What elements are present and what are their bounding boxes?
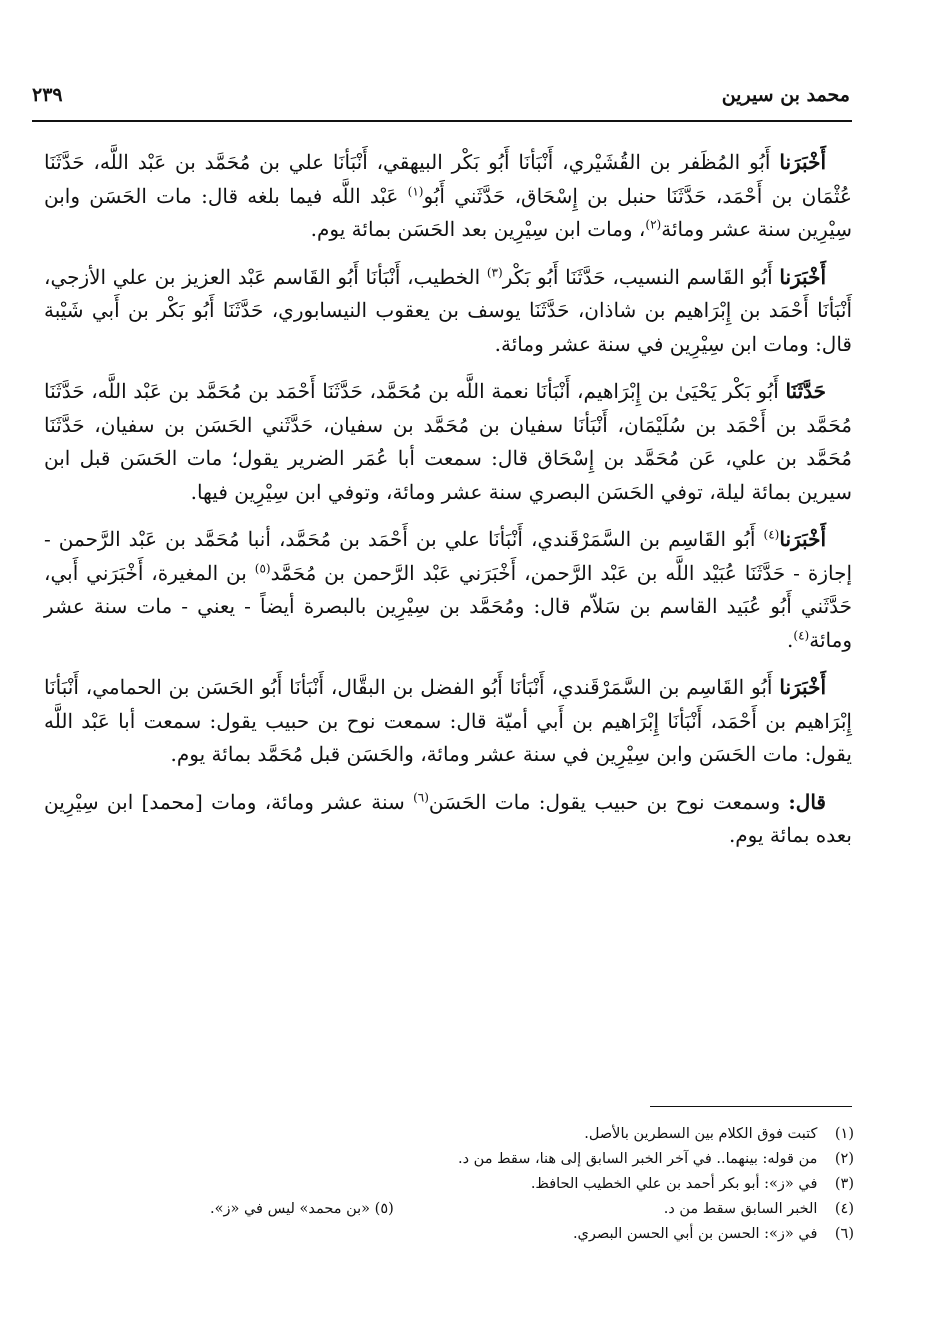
paragraph-text: أَبُو القَاسِم بن السَّمَرْقَندي، أَنْبَأنَا أَبُو الفضل بن البقَّال، أَنْبَأنَا أَبُو الحَسَن بن الحمامي، أَنْبَأنَا إِبْرَاهيم بن أَحْمَد، أَنْبَأنَا إِبْرَاهيم بن أَبي أميّة قال: سمعت نوح بن حبيب يقول: سمعت أبا عَبْد اللَّه يقول: مات الحَسَن وابن سِيْرِين في سنة عشر ومائة، والحَسَن قبل مُحَمَّد بمائة يوم. <box>44 675 852 766</box>
footnote-text: في «ز»: أبو بكر أحمد بن علي الخطيب الحافظ. <box>530 1176 818 1192</box>
note-ref: (١) <box>407 183 424 198</box>
paragraph-text: أَبُو المُظَفر بن القُشَيْري، أَنْبَأنَا أَبُو بَكْر البيهقي، أَنْبَأنَا علي بن مُحَمَّد بن عَبْد اللَّه، حَدَّثَنَا عُثْمَان بن أَحْمَد، حَدَّثَنَا حنبل بن إِسْحَاق، حَدَّثَني أَبُو <box>44 150 852 208</box>
paragraph-text: سنة عشر ومائة، ومات [محمد] ابن سِيْرِين بعده بمائة يوم. <box>44 789 852 847</box>
footnote-1 <box>90 1122 854 1147</box>
paragraph-text: الخطيب، أَنْبَأنَا أَبُو القَاسم عَبْد العزيز بن علي الأزجي، أَنْبَأنَا أَحْمَد بن إِبْرَاهيم بن شاذان، حَدَّثَنَا يوسف بن يعقوب النيسابوري، حَدَّثَنَا أَبُو بَكْر بن أَبي شَيْبة قال: ومات ابن سِيْرِين في سنة عشر ومائة. <box>44 264 852 356</box>
paragraph-lead: أَخْبَرَنا <box>779 675 826 699</box>
footnote-number: (٢) <box>834 1151 854 1167</box>
note-ref: (٢) <box>645 217 662 232</box>
footnote-number: (١) <box>834 1126 854 1142</box>
paragraph-lead: أَخْبَرَنا <box>779 264 826 289</box>
paragraph-text: عَبْد اللَّه فيما بلغه قال: مات الحَسَن وابن سِيْرِين سنة عشر ومائة <box>44 183 852 241</box>
note-ref: (٤) <box>763 527 780 542</box>
footnote-text: كتبت فوق الكلام بين السطرين بالأصل. <box>584 1126 818 1142</box>
paragraph-5 <box>44 671 852 772</box>
footnote-number: (٣) <box>834 1176 854 1192</box>
paragraph-text: ، ومات ابن سِيْرِين بعد الحَسَن بمائة يوم. <box>310 217 646 241</box>
footnote-number: (٦) <box>834 1226 854 1242</box>
footnote-number: (٥) <box>374 1201 394 1217</box>
page-header <box>32 84 850 114</box>
footnote-text: في «ز»: الحسن بن أبي الحسن البصري. <box>572 1226 818 1242</box>
paragraph-lead: أَخْبَرَنا <box>779 150 826 174</box>
footnote-5 <box>210 1197 394 1222</box>
paragraph-text: أَبُو بَكْر يَحْيَىٰ بن إِبْرَاهيم، أَنْبَأنَا نعمة اللَّه بن مُحَمَّد، حَدَّثَنَا أَحْمَد بن مُحَمَّد بن عَبْد اللَّه، حَدَّثَنَا مُحَمَّد بن أَحْمَد بن سُلَيْمَان، أَنْبَأنَا سفيان بن مُحَمَّد بن سفيان، حَدَّثَني الحَسَن بن سفيان، حَدَّثَنَا مُحَمَّد بن علي، عَن مُحَمَّد بن إِسْحَاق قال: سمعت أبا عُمَر الضرير يقول؛ مات الحَسَن قبل ابن سيرين بمائة ليلة، توفي الحَسَن البصري سنة عشر ومائة، وتوفي ابن سِيْرِين فيها. <box>44 379 852 504</box>
paragraph-4 <box>44 523 852 657</box>
paragraph-text: أَبُو القَاسم النسيب، حَدَّثَنَا أَبُو بَكْر <box>502 264 780 289</box>
paragraph-1 <box>44 146 852 247</box>
footnote-separator <box>650 1106 852 1107</box>
page-number: ٢٣٩ <box>32 84 63 106</box>
paragraph-3 <box>44 375 852 509</box>
footnote-3 <box>90 1172 854 1197</box>
running-title: محمد بن سيرين <box>721 84 850 106</box>
paragraph-text: . <box>787 627 794 652</box>
footnote-6 <box>90 1222 854 1247</box>
paragraph-text: وسمعت نوح بن حبيب يقول: مات الحَسَن <box>428 789 789 814</box>
main-text <box>44 146 852 867</box>
note-ref: (٣) <box>486 264 503 279</box>
note-ref: (٤) <box>793 627 810 642</box>
paragraph-2 <box>44 261 852 362</box>
paragraph-text: أَبُو القَاسِم بن السَّمَرْقَندي، أَنْبَأنَا علي بن أَحْمَد بن مُحَمَّد، أنبا مُحَمَّد بن عَبْد الرَّحمن - إجازة - حَدَّثَنَا عُبَيْد اللَّه بن عَبْد الرَّحمن، أَخْبَرَني عَبْد الرَّحمن بن مُحَمَّد <box>44 527 852 585</box>
header-rule <box>32 120 852 122</box>
paragraph-lead: حَدَّثَنَا <box>785 379 826 403</box>
footnotes <box>90 1122 854 1247</box>
footnote-number: (٤) <box>834 1201 854 1217</box>
paragraph-6 <box>44 786 852 853</box>
footnote-text: من قوله: بينهما.. في آخر الخبر السابق إلى هنا، سقط من د. <box>458 1151 818 1167</box>
note-ref: (٦) <box>413 789 429 804</box>
footnote-4 <box>90 1197 854 1222</box>
paragraph-lead: أَخْبَرَنا <box>779 527 826 551</box>
footnote-2 <box>90 1147 854 1172</box>
footnote-text: «بن محمد» ليس في «ز». <box>210 1201 371 1217</box>
paragraph-lead: قال: <box>788 789 826 814</box>
paragraph-text: بن المغيرة، أَخْبَرَني أَبي، حَدَّثَني أَبُو عُبَيد القاسم بن سَلاّم قال: ومُحَمَّد بن سِيْرِين بالبصرة أيضاً - يعني - مات سنة عشر ومائة <box>44 560 852 652</box>
footnote-text: الخبر السابق سقط من د. <box>663 1201 818 1217</box>
note-ref: (٥) <box>254 560 271 575</box>
